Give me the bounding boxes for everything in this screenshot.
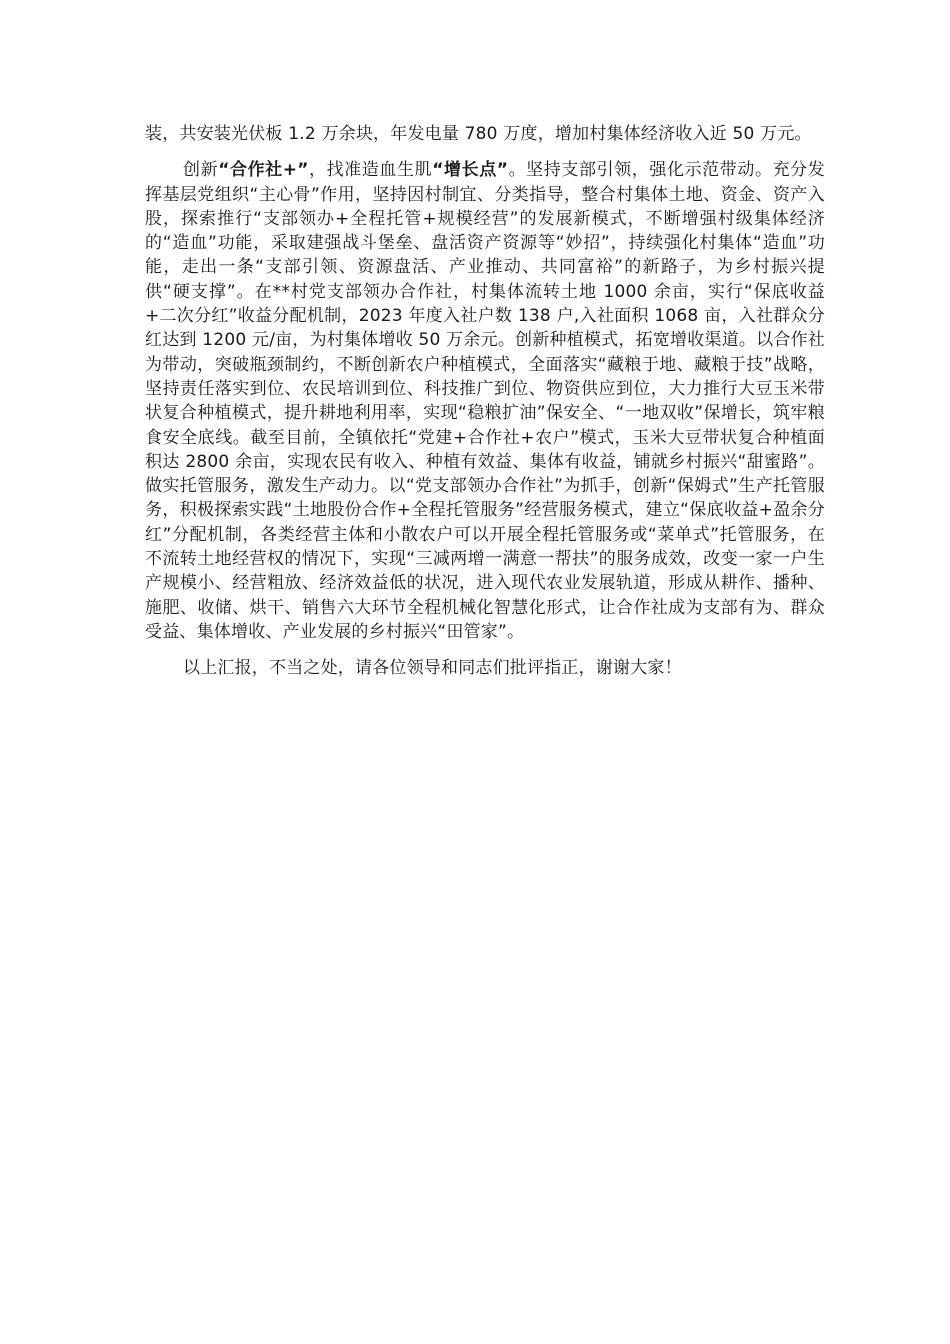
paragraph-2-text-c: 。坚持支部引领，强化示范带动。充分发挥基层党组织“主心骨”作用，坚持因村制宜、分类指导，整合村集体土地、资金、资产入股，探索推行“支部领办+全程托管+规模经营”的发展新模式，不断增强村级集体经济的“造血”功能，采取建强战斗堡垒、盘活资产资源等“妙招”，持续强化村集体“造血”功能，走出一条“支部引领、资源盘活、产业推动、共同富裕”的新路子，为乡村振兴提供“硬支撑”。在**村党支部领办合作社，村集体流转土地 1000 余亩，实行“保底收益+二次分红”收益分配机制，2023 年度入社户数 138 户,入社面积 1068 亩，入社群众分红达到 1200 元/亩，为村集体增收 50 万余元。创新种植模式，拓宽增收渠道。以合作社为带动，突破瓶颈制约，不断创新农户种植模式，全面落实“藏粮于地、藏粮于技”战略，坚持责任落实到位、农民培训到位、科技推广到位、物资供应到位，大力推行大豆玉米带状复合种植模式，提升耕地利用率，实现“稳粮扩油”保安全、“一地双收”保增长，筑牢粮食安全底线。截至目前，全镇依托“党建+合作社+农户”模式，玉米大豆带状复合种植面积达 2800 余亩，实现农民有收入、种植有效益、集体有收益，铺就乡村振兴“甜蜜路”。做实托管服务，激发生产动力。以“党支部领办合作社”为抓手，创新“保姆式”生产托管服务，积极探索实践“土地股份合作+全程托管服务”经营服务模式，建立“保底收益+盈余分红”分配机制，各类经营主体和小散农户可以开展全程托管服务或“菜单式”托管服务，在不流转土地经营权的情况下，实现“三减两增一满意一帮扶”的服务成效，改变一家一户生产规模小、经营粗放、经济效益低的状况，进入现代农业发展轨道，形成从耕作、播种、施肥、收储、烘干、销售六大环节全程机械化智慧化形式，让合作社成为支部有为、群众受益、集体增收、产业发展的乡村振兴“田管家”。 <box>145 160 825 642</box>
paragraph-3 <box>145 656 825 680</box>
paragraph-2-bold-a: “合作社+” <box>218 160 309 181</box>
paragraph-2-bold-b: “增长点” <box>432 160 509 181</box>
paragraph-3-text: 以上汇报，不当之处，请各位领导和同志们批评指正，谢谢大家！ <box>183 658 682 679</box>
paragraph-1-text: 装，共安装光伏板 1.2 万余块，年发电量 780 万度，增加村集体经济收入近 50 万元。 <box>145 124 812 144</box>
paragraph-2 <box>145 158 825 644</box>
paragraph-2-text-b: ，找准造血生肌 <box>308 160 433 181</box>
paragraph-1 <box>145 122 825 146</box>
document-page <box>145 122 825 681</box>
paragraph-2-text-a: 创新 <box>183 160 219 181</box>
